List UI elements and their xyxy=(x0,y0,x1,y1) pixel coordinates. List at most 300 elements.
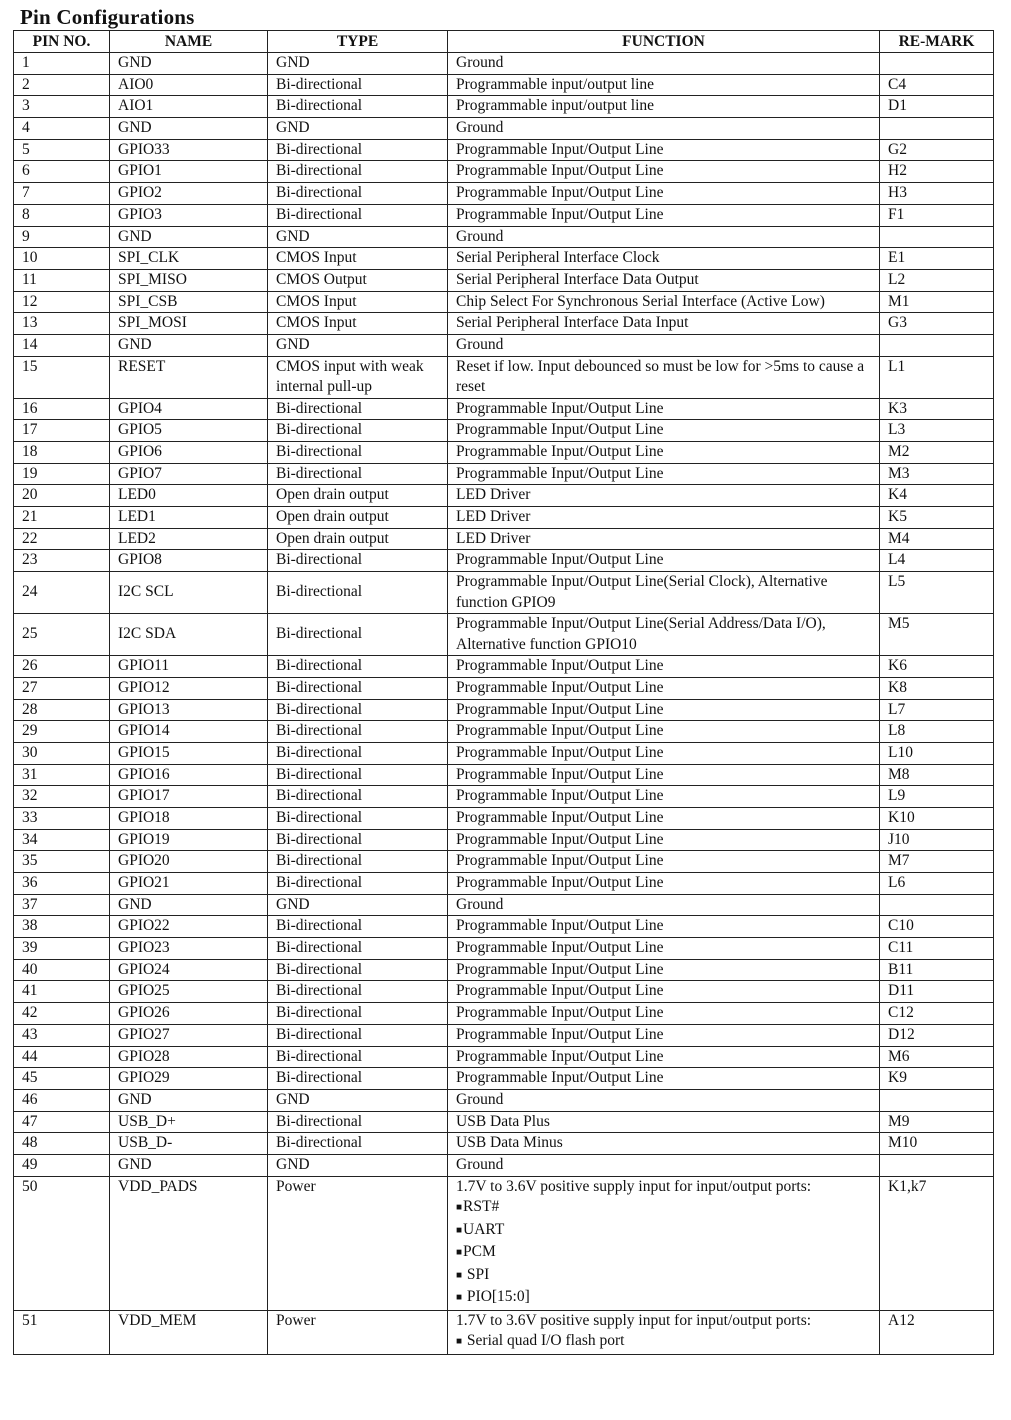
pin-number-text: 10 xyxy=(22,249,38,267)
pin-type-cell xyxy=(268,1154,448,1176)
header-type: TYPE xyxy=(268,31,448,53)
pin-number-cell xyxy=(14,1089,110,1111)
pin-type-cell xyxy=(268,764,448,786)
pin-name-cell xyxy=(110,74,268,96)
pin-name-text: I2C SCL xyxy=(118,583,174,601)
pin-number-cell xyxy=(14,938,110,960)
pin-remark-text: D12 xyxy=(888,1025,915,1043)
pin-type-cell xyxy=(268,916,448,938)
pin-type-cell xyxy=(268,807,448,829)
table-row xyxy=(14,485,994,507)
function-bullet-item: ■ UART xyxy=(456,1220,879,1243)
pin-number-cell xyxy=(14,1111,110,1133)
pin-name-text: GPIO7 xyxy=(118,464,162,482)
pin-type-text: GND xyxy=(276,1090,310,1108)
pin-number-text: 5 xyxy=(22,140,30,158)
pin-name-cell xyxy=(110,742,268,764)
pin-type-cell xyxy=(268,829,448,851)
pin-remark-text: K8 xyxy=(888,678,907,696)
pin-remark-text: H2 xyxy=(888,162,907,180)
pin-number-text: 26 xyxy=(22,657,38,675)
pin-number-cell xyxy=(14,161,110,183)
pin-name-cell xyxy=(110,356,268,398)
pin-type-cell xyxy=(268,1089,448,1111)
pin-number-cell xyxy=(14,485,110,507)
pin-number-text: 25 xyxy=(22,625,38,643)
pin-name-cell xyxy=(110,851,268,873)
pin-type-cell xyxy=(268,528,448,550)
pin-name-text: GND xyxy=(118,1155,152,1173)
pin-function-cell xyxy=(448,74,880,96)
pin-function-cell xyxy=(448,96,880,118)
pin-remark-text: M6 xyxy=(888,1047,910,1065)
table-row xyxy=(14,1024,994,1046)
pin-number-text: 29 xyxy=(22,722,38,740)
table-row xyxy=(14,53,994,75)
pin-number-cell xyxy=(14,1003,110,1025)
pin-type-cell xyxy=(268,269,448,291)
pin-number-text: 35 xyxy=(22,852,38,870)
pin-remark-cell xyxy=(880,356,994,398)
pin-type-text: Bi-directional xyxy=(276,765,363,783)
pin-number-cell xyxy=(14,677,110,699)
pin-function-text: 1.7V to 3.6V positive supply input for input/output ports: xyxy=(456,1177,812,1195)
pin-number-cell xyxy=(14,183,110,205)
pin-type-text: Bi-directional xyxy=(276,1069,363,1087)
pin-type-text: Bi-directional xyxy=(276,1134,363,1152)
pin-number-cell xyxy=(14,807,110,829)
pin-remark-cell xyxy=(880,183,994,205)
pin-type-cell xyxy=(268,721,448,743)
pin-number-text: 51 xyxy=(22,1311,38,1329)
header-pin-no: PIN NO. xyxy=(14,31,110,53)
pin-function-text: Ground xyxy=(456,227,504,245)
pin-function-text: Ground xyxy=(456,1090,504,1108)
pin-function-cell xyxy=(448,1089,880,1111)
pin-number-text: 27 xyxy=(22,678,38,696)
function-bullet-item: ■ SPI xyxy=(456,1265,879,1288)
pin-number-text: 31 xyxy=(22,765,38,783)
pin-type-text: CMOS input with weak internal pull-up xyxy=(276,357,424,396)
pin-remark-text: M3 xyxy=(888,464,910,482)
table-row xyxy=(14,204,994,226)
pin-number-cell xyxy=(14,786,110,808)
pin-name-cell xyxy=(110,614,268,656)
pin-remark-cell xyxy=(880,139,994,161)
header-function: FUNCTION xyxy=(448,31,880,53)
pin-function-cell xyxy=(448,550,880,572)
pin-type-cell xyxy=(268,786,448,808)
page-title: Pin Configurations xyxy=(20,5,195,29)
pin-remark-text: L6 xyxy=(888,874,906,891)
pin-name-cell xyxy=(110,894,268,916)
pin-name-text: USB_D- xyxy=(118,1134,173,1152)
pin-name-text: GPIO27 xyxy=(118,1025,170,1043)
pin-number-cell xyxy=(14,463,110,485)
pin-function-cell xyxy=(448,442,880,464)
pin-function-cell xyxy=(448,572,880,614)
pin-number-cell xyxy=(14,894,110,916)
pin-type-cell xyxy=(268,1310,448,1354)
pin-name-cell xyxy=(110,313,268,335)
table-row xyxy=(14,507,994,529)
pin-type-cell xyxy=(268,656,448,678)
table-row xyxy=(14,1133,994,1155)
pin-remark-cell xyxy=(880,53,994,75)
pin-remark-text: J10 xyxy=(888,830,910,848)
pin-remark-cell xyxy=(880,248,994,270)
pin-number-cell xyxy=(14,1068,110,1090)
pin-name-cell xyxy=(110,656,268,678)
pin-function-cell xyxy=(448,894,880,916)
pin-name-text: GPIO12 xyxy=(118,678,170,696)
pin-type-cell xyxy=(268,398,448,420)
pin-name-text: GPIO19 xyxy=(118,830,170,848)
pin-number-cell xyxy=(14,507,110,529)
pin-name-text: GND xyxy=(118,227,152,245)
pin-function-cell xyxy=(448,764,880,786)
table-row xyxy=(14,398,994,420)
pin-remark-text: M2 xyxy=(888,443,910,460)
pin-name-text: LED0 xyxy=(118,486,156,504)
pin-number-cell xyxy=(14,873,110,895)
pin-function-cell xyxy=(448,699,880,721)
pin-function-text: Programmable Input/Output Line xyxy=(456,464,664,482)
pin-remark-cell xyxy=(880,829,994,851)
table-row xyxy=(14,764,994,786)
pin-function-text: Programmable Input/Output Line xyxy=(456,960,664,978)
table-row xyxy=(14,226,994,248)
pin-function-text: Serial Peripheral Interface Clock xyxy=(456,249,660,267)
pin-name-text: RESET xyxy=(118,357,166,375)
pin-function-text: Programmable Input/Output Line xyxy=(456,1004,664,1022)
table-row xyxy=(14,356,994,398)
pin-remark-text: M5 xyxy=(888,615,910,633)
pin-type-text: Bi-directional xyxy=(276,722,363,740)
pin-type-text: Bi-directional xyxy=(276,1047,363,1065)
pin-number-cell xyxy=(14,118,110,140)
table-row xyxy=(14,550,994,572)
pin-name-cell xyxy=(110,463,268,485)
pin-number-cell xyxy=(14,313,110,335)
pin-name-cell xyxy=(110,96,268,118)
pin-remark-cell xyxy=(880,1310,994,1354)
pin-remark-text: L2 xyxy=(888,270,906,288)
pin-function-text: Programmable Input/Output Line xyxy=(456,765,664,783)
pin-name-cell xyxy=(110,139,268,161)
pin-name-cell xyxy=(110,1154,268,1176)
table-row xyxy=(14,291,994,313)
pin-function-cell xyxy=(448,1068,880,1090)
pin-remark-cell xyxy=(880,764,994,786)
pin-type-cell xyxy=(268,507,448,529)
pin-name-cell xyxy=(110,1133,268,1155)
pin-remark-cell xyxy=(880,894,994,916)
pin-function-cell xyxy=(448,356,880,398)
pin-remark-text: L5 xyxy=(888,573,906,591)
pin-name-text: GPIO15 xyxy=(118,743,170,761)
pin-remark-text: M8 xyxy=(888,765,910,783)
pin-function-text: Programmable Input/Output Line xyxy=(456,421,664,439)
table-row xyxy=(14,572,994,614)
table-row xyxy=(14,442,994,464)
pin-function-text: Programmable Input/Output Line xyxy=(456,852,664,870)
pin-function-text: LED Driver xyxy=(456,529,531,547)
pin-number-text: 34 xyxy=(22,830,38,848)
pin-number-cell xyxy=(14,614,110,656)
pin-remark-text: D11 xyxy=(888,982,915,1000)
pin-number-text: 13 xyxy=(22,314,38,332)
pin-type-text: Bi-directional xyxy=(276,421,363,439)
pin-function-cell xyxy=(448,118,880,140)
pin-number-text: 30 xyxy=(22,743,38,761)
pin-number-cell xyxy=(14,981,110,1003)
table-row xyxy=(14,1003,994,1025)
pin-name-cell xyxy=(110,420,268,442)
pin-name-cell xyxy=(110,161,268,183)
pin-type-cell xyxy=(268,442,448,464)
function-bullet-list xyxy=(456,1331,879,1354)
pin-type-cell xyxy=(268,420,448,442)
pin-name-text: AIO0 xyxy=(118,75,154,93)
pin-number-text: 24 xyxy=(22,583,38,601)
pin-number-text: 12 xyxy=(22,292,38,310)
pin-function-cell xyxy=(448,873,880,895)
pin-number-text: 4 xyxy=(22,119,30,137)
pin-remark-cell xyxy=(880,851,994,873)
pin-number-text: 8 xyxy=(22,205,30,223)
table-row xyxy=(14,1310,994,1354)
pin-type-cell xyxy=(268,572,448,614)
pin-name-cell xyxy=(110,1003,268,1025)
pin-type-cell xyxy=(268,1133,448,1155)
pin-number-text: 21 xyxy=(22,508,38,526)
pin-function-text: Programmable Input/Output Line xyxy=(456,939,664,957)
pin-remark-text: M10 xyxy=(888,1134,918,1152)
table-row xyxy=(14,161,994,183)
pin-type-cell xyxy=(268,118,448,140)
pin-number-text: 33 xyxy=(22,808,38,826)
pin-name-cell xyxy=(110,1024,268,1046)
pin-function-cell xyxy=(448,291,880,313)
pin-number-text: 39 xyxy=(22,939,38,957)
table-row xyxy=(14,894,994,916)
pin-remark-cell xyxy=(880,74,994,96)
pin-type-cell xyxy=(268,894,448,916)
function-bullet-item: ■ PCM xyxy=(456,1242,879,1265)
pin-number-cell xyxy=(14,204,110,226)
pin-number-cell xyxy=(14,1310,110,1354)
pin-remark-cell xyxy=(880,572,994,614)
pin-type-text: Bi-directional xyxy=(276,583,363,601)
pin-number-cell xyxy=(14,1046,110,1068)
pin-function-cell xyxy=(448,1024,880,1046)
pin-number-text: 42 xyxy=(22,1004,38,1022)
pin-name-text: USB_D+ xyxy=(118,1112,176,1130)
pin-name-cell xyxy=(110,677,268,699)
function-bullet-item: ■ PIO[15:0] xyxy=(456,1287,879,1310)
pin-function-cell xyxy=(448,807,880,829)
pin-number-cell xyxy=(14,1024,110,1046)
pin-number-text: 16 xyxy=(22,399,38,417)
pin-type-text: Bi-directional xyxy=(276,551,363,569)
pin-remark-text: H3 xyxy=(888,184,907,202)
pin-number-cell xyxy=(14,420,110,442)
pin-number-text: 19 xyxy=(22,464,38,482)
pin-remark-cell xyxy=(880,959,994,981)
pin-type-cell xyxy=(268,550,448,572)
pin-type-text: GND xyxy=(276,54,310,71)
table-row xyxy=(14,721,994,743)
pin-name-cell xyxy=(110,183,268,205)
pin-type-cell xyxy=(268,699,448,721)
pin-function-cell xyxy=(448,938,880,960)
pin-function-text: Ground xyxy=(456,895,504,913)
pin-name-text: SPI_MOSI xyxy=(118,314,187,332)
pin-name-text: SPI_CSB xyxy=(118,292,178,310)
pin-number-text: 20 xyxy=(22,486,38,504)
pin-function-cell xyxy=(448,334,880,356)
pin-number-text: 40 xyxy=(22,960,38,978)
pin-type-text: Bi-directional xyxy=(276,960,363,978)
pin-function-cell xyxy=(448,916,880,938)
pin-number-text: 18 xyxy=(22,443,38,460)
table-row xyxy=(14,183,994,205)
pin-remark-text: A12 xyxy=(888,1311,915,1329)
pin-function-cell xyxy=(448,463,880,485)
table-row xyxy=(14,829,994,851)
pin-remark-text: K3 xyxy=(888,399,907,417)
pin-function-cell xyxy=(448,507,880,529)
pin-function-text: Programmable Input/Output Line xyxy=(456,678,664,696)
pin-type-cell xyxy=(268,614,448,656)
pin-name-text: GND xyxy=(118,1090,152,1108)
pin-name-cell xyxy=(110,916,268,938)
pin-remark-cell xyxy=(880,420,994,442)
pin-name-text: GPIO33 xyxy=(118,140,170,158)
pin-number-cell xyxy=(14,572,110,614)
pin-function-text: Programmable Input/Output Line xyxy=(456,787,664,805)
pin-remark-text: C10 xyxy=(888,917,914,935)
pin-remark-text: B11 xyxy=(888,960,914,978)
pin-name-cell xyxy=(110,1176,268,1310)
pin-number-text: 23 xyxy=(22,551,38,569)
pin-function-cell xyxy=(448,398,880,420)
pin-remark-text: K6 xyxy=(888,657,907,675)
pin-name-cell xyxy=(110,829,268,851)
pin-name-cell xyxy=(110,204,268,226)
pin-number-text: 11 xyxy=(22,270,37,288)
pin-number-cell xyxy=(14,442,110,464)
pin-type-cell xyxy=(268,1176,448,1310)
pin-type-cell xyxy=(268,485,448,507)
pin-number-cell xyxy=(14,291,110,313)
pin-function-text: Programmable input/output line xyxy=(456,97,655,115)
pin-type-text: Bi-directional xyxy=(276,852,363,870)
pin-remark-cell xyxy=(880,226,994,248)
pin-type-cell xyxy=(268,1024,448,1046)
table-row xyxy=(14,959,994,981)
pin-name-text: LED2 xyxy=(118,529,156,547)
pin-function-cell xyxy=(448,981,880,1003)
table-row xyxy=(14,463,994,485)
table-row xyxy=(14,420,994,442)
pin-number-text: 48 xyxy=(22,1134,38,1152)
table-row xyxy=(14,139,994,161)
table-row xyxy=(14,981,994,1003)
pin-number-text: 36 xyxy=(22,874,38,891)
pin-type-cell xyxy=(268,248,448,270)
pin-remark-text: F1 xyxy=(888,205,905,223)
pin-type-cell xyxy=(268,677,448,699)
pin-remark-cell xyxy=(880,614,994,656)
table-row xyxy=(14,248,994,270)
pin-number-cell xyxy=(14,269,110,291)
pin-type-text: Bi-directional xyxy=(276,939,363,957)
pin-remark-cell xyxy=(880,873,994,895)
pin-name-text: AIO1 xyxy=(118,97,154,115)
pin-type-cell xyxy=(268,334,448,356)
pin-function-text: Reset if low. Input debounced so must be low for >5ms to cause a reset xyxy=(456,357,865,396)
pin-name-cell xyxy=(110,938,268,960)
pin-remark-cell xyxy=(880,442,994,464)
pin-function-text: Programmable Input/Output Line xyxy=(456,830,664,848)
pin-type-cell xyxy=(268,742,448,764)
pin-name-text: GPIO14 xyxy=(118,722,170,740)
pin-function-text: LED Driver xyxy=(456,486,531,504)
pin-remark-cell xyxy=(880,1046,994,1068)
pin-type-cell xyxy=(268,1111,448,1133)
pin-name-text: GPIO2 xyxy=(118,184,162,202)
pin-name-text: GPIO18 xyxy=(118,808,170,826)
pin-number-text: 2 xyxy=(22,75,30,93)
pin-name-text: GPIO20 xyxy=(118,852,170,870)
pin-type-cell xyxy=(268,53,448,75)
pin-function-cell xyxy=(448,1154,880,1176)
pin-name-text: I2C SDA xyxy=(118,625,177,643)
pin-remark-cell xyxy=(880,742,994,764)
pin-type-text: Power xyxy=(276,1177,316,1195)
pin-function-text: Ground xyxy=(456,1155,504,1173)
pin-remark-cell xyxy=(880,507,994,529)
pin-function-text: Programmable Input/Output Line xyxy=(456,917,664,935)
pin-name-text: GPIO26 xyxy=(118,1004,170,1022)
pin-remark-text: M4 xyxy=(888,529,910,547)
pin-remark-text: C11 xyxy=(888,939,914,957)
pin-name-cell xyxy=(110,485,268,507)
pin-function-text: Serial Peripheral Interface Data Input xyxy=(456,314,689,332)
pin-remark-text: C12 xyxy=(888,1004,914,1022)
pin-name-text: GPIO1 xyxy=(118,162,162,180)
pin-name-text: GPIO4 xyxy=(118,399,162,417)
pin-remark-cell xyxy=(880,1133,994,1155)
pin-number-text: 17 xyxy=(22,421,38,439)
pin-function-text: Programmable input/output line xyxy=(456,75,655,93)
pin-number-cell xyxy=(14,721,110,743)
pin-number-cell xyxy=(14,764,110,786)
pin-number-cell xyxy=(14,742,110,764)
pin-function-text: Programmable Input/Output Line xyxy=(456,982,664,1000)
table-row xyxy=(14,74,994,96)
pin-function-cell xyxy=(448,1003,880,1025)
pin-type-cell xyxy=(268,204,448,226)
pin-name-cell xyxy=(110,1089,268,1111)
pin-remark-cell xyxy=(880,699,994,721)
pin-remark-cell xyxy=(880,485,994,507)
pin-name-cell xyxy=(110,721,268,743)
pin-type-text: GND xyxy=(276,895,310,913)
pin-remark-text: G3 xyxy=(888,314,907,332)
